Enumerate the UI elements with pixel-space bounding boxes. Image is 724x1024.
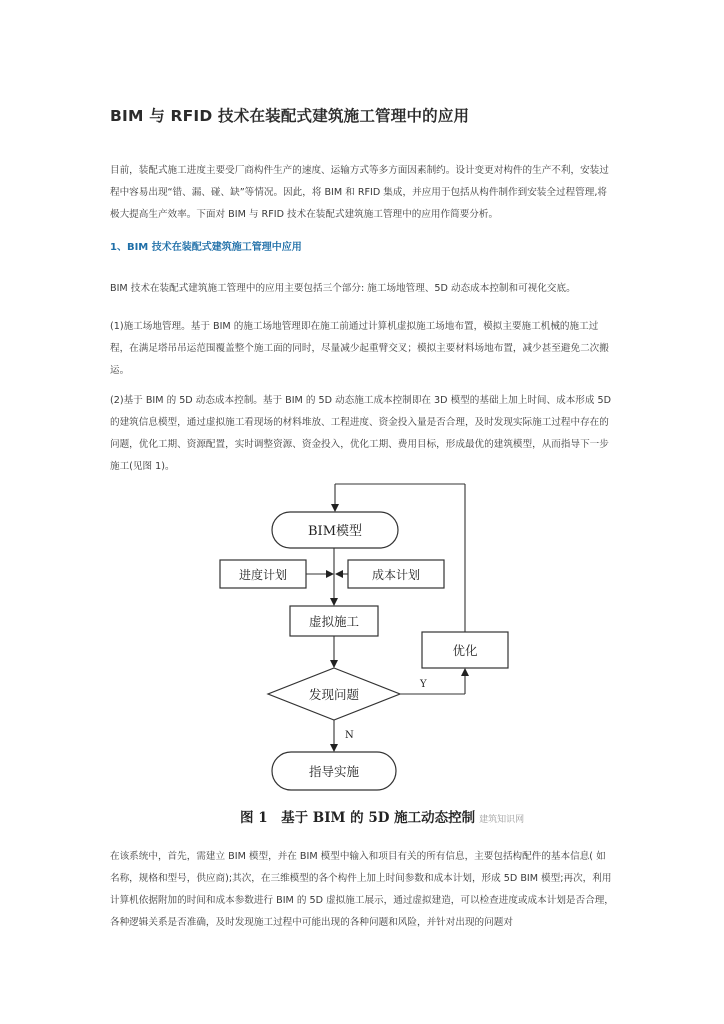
figure-caption-text: 图 1 基于 BIM 的 5D 施工动态控制 xyxy=(240,810,476,826)
cost-plan-label: 成本计划 xyxy=(371,568,421,582)
section-heading: 1、BIM 技术在装配式建筑施工管理中应用 xyxy=(110,242,302,253)
point1-paragraph: (1)施工场地管理。基于 BIM 的施工场地管理即在施工前通过计算机虚拟施工场地布置，模拟主要施工机械的施工过程，在满足塔吊吊运范围覆盖整个施工面的同时，尽量减少起重臂交叉；模拟主要材料场地布置，减少甚至避免二次搬运。 xyxy=(110,321,609,376)
intro-paragraph: 目前，装配式施工进度主要受厂商构件生产的速度、运输方式等多方面因素制约。设计变更对构件的生产不利，安装过程中容易出现“错、漏、碰、缺”等情况。因此，将 BIM 和 RFID 集成，并应用于包括从构件制作到安装全过程管理,将极大提高生产效率。下面对 BIM 与 RFID 技术在装配式建筑施工管理中的应用作简要分析。 xyxy=(110,165,609,220)
schedule-plan-label: 进度计划 xyxy=(238,568,288,582)
point2-paragraph: (2)基于 BIM 的 5D 动态成本控制。基于 BIM 的 5D 动态施工成本控制即在 3D 模型的基础上加上时间、成本形成 5D 的建筑信息模型，通过虚拟施工看现场的材料堆放、工程进度、资金投入量是否合理，及时发现实际施工过程中存在的问题，优化工期、资源配置，实时调整资源、资金投入，优化工期、费用目标，形成最优的建筑模型，从而指导下一步施工(见图 1)。 xyxy=(110,395,612,472)
bim-model-label: BIM模型 xyxy=(308,524,362,539)
watermark: 建筑知识网 xyxy=(479,815,525,825)
edge-no-label: N xyxy=(345,730,354,741)
flowchart-figure xyxy=(200,480,520,804)
article-title: BIM 与 RFID 技术在装配式建筑施工管理中的应用 xyxy=(110,107,470,125)
find-problem-label: 发现问题 xyxy=(308,687,360,702)
virtual-construction-label: 虚拟施工 xyxy=(308,614,360,629)
guide-implementation-label: 指导实施 xyxy=(308,764,360,779)
section-intro-paragraph: BIM 技术在装配式建筑施工管理中的应用主要包括三个部分: 施工场地管理、5D 动态成本控制和可视化交底。 xyxy=(110,283,576,294)
edge-yes-label: Y xyxy=(420,679,427,690)
optimize-label: 优化 xyxy=(452,643,478,658)
figure-caption xyxy=(240,806,524,826)
closing-paragraph: 在该系统中，首先，需建立 BIM 模型，并在 BIM 模型中输入和项目有关的所有信息，主要包括构配件的基本信息( 如名称，规格和型号，供应商);其次，在三维模型的各个构件上加上时间参数和成本计划，形成 5D BIM 模型;再次，利用计算机依据附加的时间和成本参数进行 BIM 的 5D 虚拟施工展示，通过虚拟建造，可以检查进度或成本计划是否合理，各种逻辑关系是否准确，及时发现施工过程中可能出现的各种问题和风险，并针对出现的问题对 xyxy=(110,851,614,928)
